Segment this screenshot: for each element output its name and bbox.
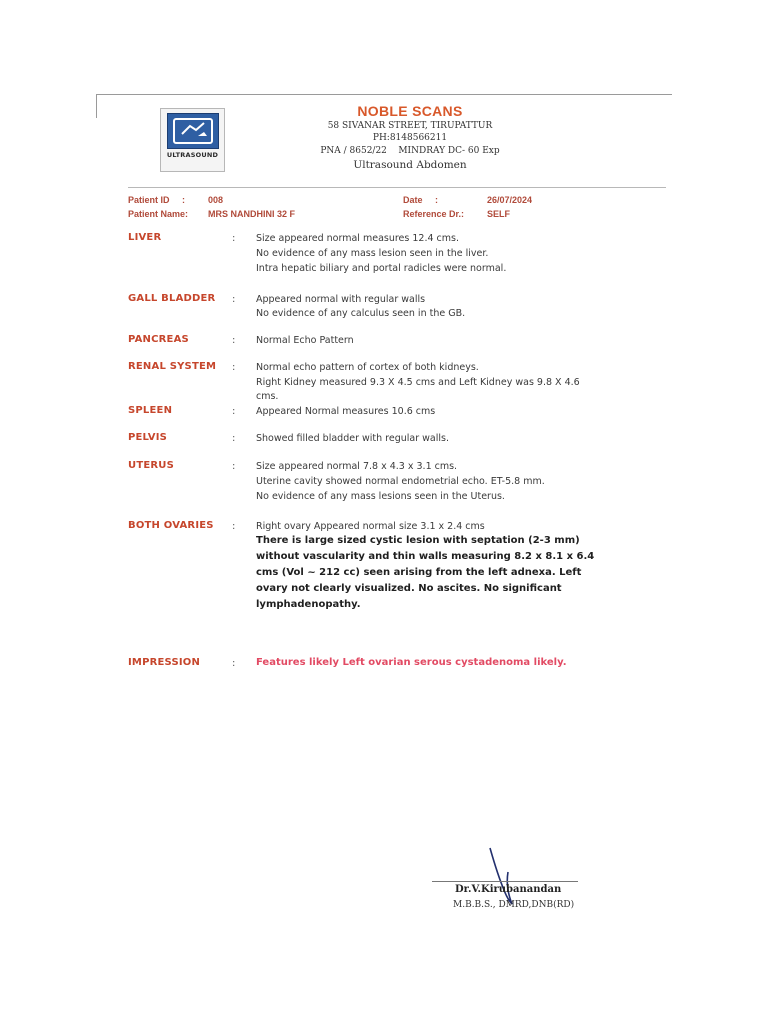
- ovaries-line-1: Right ovary Appeared normal size 3.1 x 2.4 cms: [256, 521, 485, 532]
- signature-stroke: [484, 846, 524, 906]
- date-label: Date :: [403, 195, 439, 205]
- doctor-name: Dr.V.Kirubanandan: [455, 884, 562, 895]
- uterus-colon: :: [232, 461, 236, 472]
- ovaries-bold-line-2: without vascularity and thin walls measuring 8.2 x 8.1 x 6.4: [256, 551, 595, 562]
- gall-bladder-line-2: No evidence of any calculus seen in the GB.: [256, 308, 466, 319]
- patient-name-value: MRS NANDHINI 32 F: [208, 209, 296, 219]
- pelvis-colon: :: [232, 433, 236, 444]
- liver-line-2: No evidence of any mass lesion seen in the liver.: [256, 248, 489, 259]
- renal-system-colon: :: [232, 362, 236, 373]
- both-ovaries-label: BOTH OVARIES: [128, 520, 214, 531]
- ovaries-bold-line-5: lymphadenopathy.: [256, 599, 361, 610]
- uterus-line-3: No evidence of any mass lesions seen in the Uterus.: [256, 491, 505, 502]
- gall-bladder-label: GALL BLADDER: [128, 293, 216, 304]
- renal-line-1: Normal echo pattern of cortex of both kidneys.: [256, 362, 479, 373]
- header-divider: [128, 187, 666, 188]
- patient-id-value: 008: [208, 195, 224, 205]
- patient-id-label: Patient ID :: [128, 195, 186, 205]
- uterus-label: UTERUS: [128, 460, 174, 471]
- liver-label: LIVER: [128, 232, 162, 243]
- reference-label: Reference Dr.:: [403, 209, 465, 219]
- pelvis-line-1: Showed filled bladder with regular walls.: [256, 433, 450, 444]
- liver-line-3: Intra hepatic biliary and portal radicles were normal.: [256, 263, 507, 274]
- patient-name-label: Patient Name:: [128, 209, 189, 219]
- clinic-registration: PNA / 8652/22 MINDRAY DC- 60 Exp: [320, 146, 500, 156]
- date-value: 26/07/2024: [487, 195, 533, 205]
- pelvis-label: PELVIS: [128, 432, 168, 443]
- spleen-colon: :: [232, 406, 236, 417]
- spleen-line-1: Appeared Normal measures 10.6 cms: [256, 406, 436, 417]
- impression-label: IMPRESSION: [128, 657, 201, 668]
- ovaries-bold-line-1: There is large sized cystic lesion with septation (2-3 mm): [256, 535, 580, 546]
- left-tick: [96, 94, 97, 118]
- reference-value: SELF: [487, 209, 511, 219]
- liver-colon: :: [232, 233, 236, 244]
- ultrasound-probe-icon: [167, 113, 219, 149]
- renal-line-2: Right Kidney measured 9.3 X 4.5 cms and Left Kidney was 9.8 X 4.6: [256, 377, 580, 388]
- ovaries-bold-line-3: cms (Vol ~ 212 cc) seen arising from the left adnexa. Left: [256, 567, 582, 578]
- top-rule: [96, 94, 672, 95]
- gall-bladder-colon: :: [232, 294, 236, 305]
- clinic-phone: PH:8148566211: [372, 133, 448, 143]
- spleen-label: SPLEEN: [128, 405, 173, 416]
- clinic-address: 58 SIVANAR STREET, TIRUPATTUR: [327, 121, 493, 131]
- renal-system-label: RENAL SYSTEM: [128, 361, 217, 372]
- pancreas-label: PANCREAS: [128, 334, 189, 345]
- pancreas-line-1: Normal Echo Pattern: [256, 335, 354, 346]
- clinic-logo: [160, 108, 225, 172]
- both-ovaries-colon: :: [232, 521, 236, 532]
- gall-bladder-line-1: Appeared normal with regular walls: [256, 294, 426, 305]
- ovaries-bold-line-4: ovary not clearly visualized. No ascites. No significant: [256, 583, 562, 594]
- signature-rule: [432, 881, 578, 882]
- uterus-line-2: Uterine cavity showed normal endometrial echo. ET-5.8 mm.: [256, 476, 545, 487]
- doctor-qualification: M.B.B.S., DMRD,DNB(RD): [453, 900, 575, 910]
- logo-text: ULTRASOUND: [166, 151, 219, 159]
- renal-line-3: cms.: [256, 391, 279, 402]
- liver-line-1: Size appeared normal measures 12.4 cms.: [256, 233, 459, 244]
- pancreas-colon: :: [232, 335, 236, 346]
- uterus-line-1: Size appeared normal 7.8 x 4.3 x 3.1 cms.: [256, 461, 458, 472]
- impression-text: Features likely Left ovarian serous cystadenoma likely.: [256, 657, 567, 668]
- study-type: Ultrasound Abdomen: [353, 159, 467, 171]
- clinic-name: NOBLE SCANS: [357, 103, 463, 119]
- impression-colon: :: [232, 658, 236, 669]
